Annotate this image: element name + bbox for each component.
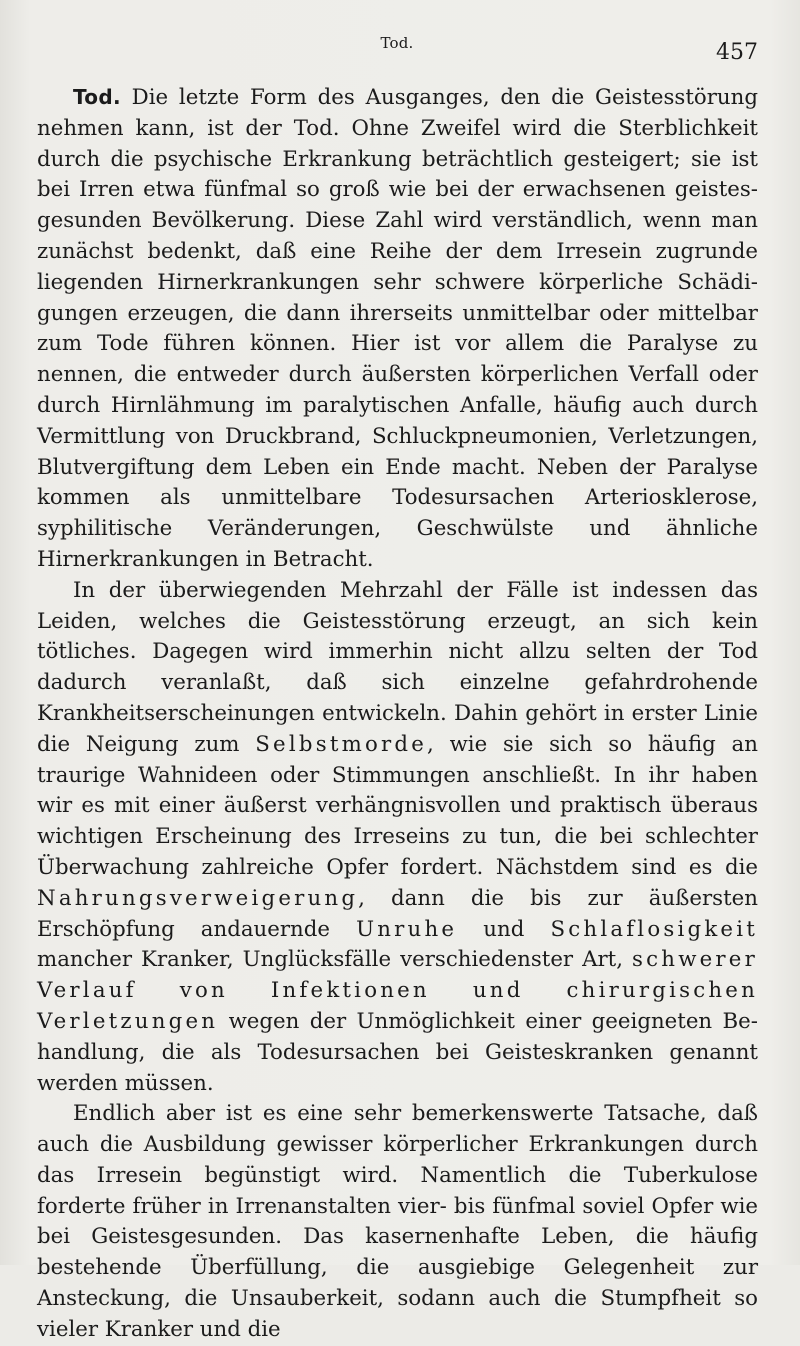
- paragraph: [37, 82, 758, 576]
- body-text: [37, 82, 758, 1346]
- running-head: Tod.: [380, 34, 414, 52]
- section-heading-word: Tod.: [73, 85, 121, 109]
- text-run: und: [457, 916, 551, 942]
- text-run: wegen der Unmöglichkeit einer geeigneten Behandlung, die als Todesursachen bei Geisteskranken genannt werden müssen.: [37, 1008, 758, 1096]
- text-run: mancher Kranker, Unglücksfälle verschiedenster Art,: [37, 947, 633, 973]
- text-run: Die letzte Form des Ausganges, den die Geistesstörung nehmen kann, ist der Tod. Ohne Zweifel wird die Sterblichkeit durch die psychische Erkrankung beträchtlich gesteigert; sie ist bei Irren etwa fünfmal so groß wie bei der erwachsenen geistesgesunden Bevölkerung. Diese Zahl wird verständlich, wenn man zunächst bedenkt, daß eine Reihe der dem Irresein zugrunde liegenden Hirnerkrankungen sehr schwere körperliche Schädigungen erzeugen, die dann ihrerseits unmittelbar oder mittelbar zum Tode führen können. Hier ist vor allem die Paralyse zu nennen, die entweder durch äußersten körperlichen Verfall oder durch Hirnlähmung im paralytischen Anfalle, häufig auch durch Vermittlung von Druckbrand, Schluckpneumonien, Verletzungen, Blutvergiftung dem Leben ein Ende macht. Neben der Paralyse kommen als unmittelbare Todesursachen Arteriosklerose, syphilitische Veränderungen, Geschwülste und ähnliche Hirnerkrankungen in Betracht.: [37, 85, 758, 572]
- text-run: , dann die bis zur äußersten Erschöpfung andauernde: [37, 885, 758, 942]
- text-run: In der überwiegenden Mehrzahl der Fälle ist indessen das Leiden, welches die Geistesstörung erzeugt, an sich kein tötliches. Dagegen wird immerhin nicht allzu selten der Tod dadurch veranlaßt, daß sich einzelne gefahrdrohende Krankheitserscheinungen entwickeln. Dahin gehört in erster Linie die Neigung zum: [37, 577, 758, 757]
- page-number: 457: [716, 40, 758, 65]
- text-run: , wie sie sich so häufig an traurige Wahnideen oder Stimmungen anschließt. In ihr haben wir es mit einer äußerst verhängnisvollen und praktisch überaus wichtigen Erscheinung des Irreseins zu tun, die bei schlechter Überwachung zahlreiche Opfer fordert. Nächstdem sind es die: [37, 731, 758, 880]
- emphasized-term: schwerer Verlauf von Infektionen und chirurgischen Verletzungen: [37, 947, 758, 1034]
- paragraph: [37, 576, 758, 1100]
- paragraph: [37, 1099, 758, 1345]
- page-header: [36, 30, 758, 64]
- emphasized-term: Selbstmorde: [255, 731, 428, 757]
- text-run: Endlich aber ist es eine sehr bemerkenswerte Tatsache, daß auch die Ausbildung gewisser körperlicher Erkrankungen durch das Irresein begünstigt wird. Namentlich die Tuberkulose forderte früher in Irrenanstalten vier- bis fünfmal soviel Opfer wie bei Geistesgesunden. Das kasernenhafte Leben, die häufig bestehende Überfüllung, die ausgiebige Gelegenheit zur Ansteckung, die Unsauberkeit, sodann auch die Stumpfheit so vieler Kranker und die: [37, 1101, 758, 1342]
- emphasized-term: Unruhe: [356, 916, 458, 942]
- emphasized-term: Nahrungsverweigerung: [37, 885, 359, 911]
- emphasized-term: Schlaflosigkeit: [550, 916, 758, 942]
